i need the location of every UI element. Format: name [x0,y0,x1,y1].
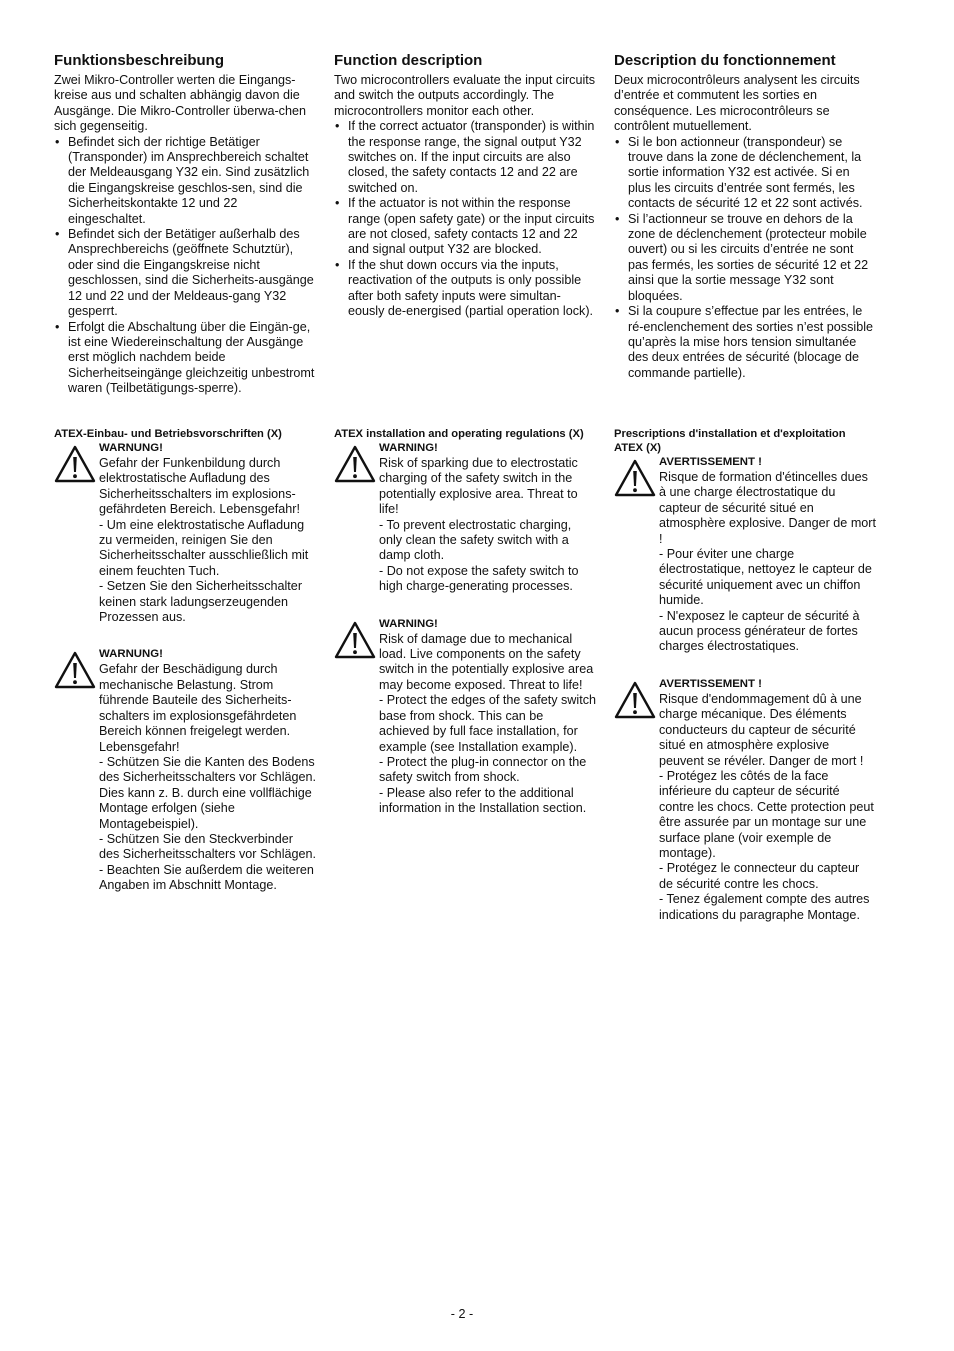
warning-1-de [54,441,316,625]
warning-triangle-icon [54,651,96,689]
warning-item: - Do not expose the safety switch to high charge-generating processes. [379,563,579,594]
warning-title: AVERTISSEMENT ! [659,677,762,690]
warning-title: WARNING! [379,617,438,630]
column-english [334,52,596,320]
warning-item: - Protect the plug-in connector on the safety switch from shock. [379,754,587,785]
bullet-list-de [54,135,316,397]
warning-item: - Schützen Sie den Steckverbinder des Sicherheitsschalters vor Schlägen. [99,831,317,862]
warning-title: AVERTISSEMENT ! [659,456,762,468]
atex-block-de [54,427,316,894]
warning-item: - Protégez les côtés de la face inférieure du capteur de sécurité contre les chocs. Cette protection peut être assurée par un montage sur une surface plane (voir exemple de montage). [659,768,874,860]
atex-title-en: ATEX installation and operating regulations (X) [334,428,584,440]
list-item: • If the actuator is not within the response range (open safety gate) or the input circuits are not closed, safety contacts 12 and 22 and signal output Y32 are blocked. [334,196,596,258]
warning-1-en [334,441,596,595]
warning-item: - Protect the edges of the safety switch base from shock. This can be achieved by full face installation, for example (see Installation example). [379,693,597,754]
warning-item: - Beachten Sie außerdem die weiteren Angaben im Abschnitt Montage. [99,862,314,893]
list-item: • Si la coupure s’effectue par les entrées, le ré-enclenchement des sorties n’est possible qu’après la mise hors tension simultanée des deux entrées de sécurité (blocage de commande partielle). [614,304,876,381]
list-item: • Erfolgt die Abschaltung über die Eingän-ge, ist eine Wiedereinschaltung der Ausgänge erst möglich nachdem beide Sicherheitseingänge gleichzeitig unbestromt waren (Teilbetätigungs-sperre). [54,320,316,397]
bullet-list-en [334,119,596,319]
atex-block-fr [614,427,876,923]
warning-item: - Pour éviter une charge électrostatique, nettoyez le capteur de sécurité uniquement avec un chiffon humide. [659,547,872,608]
warning-1-fr [614,455,876,655]
page-number: - 2 - [450,1307,474,1321]
warning-item: - Setzen Sie den Sicherheitsschalter keinen stark ladungserzeugenden Prozessen aus. [99,579,303,625]
warning-item: - Protégez le connecteur du capteur de sécurité contre les chocs. [659,861,860,891]
bullet-list-fr [614,135,876,382]
warning-triangle-icon [334,621,376,659]
warning-item: - Schützen Sie die Kanten des Bodens des Sicherheitsschalters vor Schlägen. Dies kann z. B. durch eine vollflächige Montage erfolgen (siehe Montagebeispiel). [99,754,317,831]
warning-triangle-icon [54,445,96,483]
warning-item: - Please also refer to the additional information in the Installation section. [379,785,587,816]
column-german [54,52,316,397]
atex-block-en [334,427,596,817]
warning-text: Gefahr der Beschädigung durch mechanische Belastung. Strom führende Bauteile des Sicherheits-schalters im explosionsgefährdeten Bereich können freigelegt werden. Lebensgefahr! [99,662,297,754]
warning-2-en [334,617,596,817]
warning-title: WARNUNG! [99,648,163,661]
warning-text: Gefahr der Funkenbildung durch elektrostatische Aufladung des Sicherheitsschalters im explosions-gefährdeten Bereich. Lebensgefahr! [99,456,300,517]
warning-title: WARNING! [379,442,438,454]
warning-text: Risk of damage due to mechanical load. Live components on the safety switch in the potentially explosive area may become exposed. Threat to life! [379,631,594,692]
warning-item: - Um eine elektrostatische Aufladung zu vermeiden, reinigen Sie den Sicherheitsschalter ausschließlich mit einem feuchten Tuch. [99,517,309,578]
section-title-en: Function description [334,52,483,69]
warning-text: Risque de formation d'étincelles dues à une charge électrostatique du capteur de sécurité situé en atmosphère explosive. Danger de mort ! [659,470,877,546]
warning-item: - To prevent electrostatic charging, only clean the safety switch with a damp cloth. [379,517,572,563]
column-french [614,52,876,381]
list-item: • If the shut down occurs via the inputs, reactivation of the outputs is only possible after both safety inputs were simultan-eously de-energised (partial operation lock). [334,258,596,320]
intro-de: Zwei Mikro-Controller werten die Eingangs-kreise aus und schalten abhängig davon die Ausgänge. Die Mikro-Controller überwa-chen sich gegenseitig. [54,73,306,134]
list-item: • Si l’actionneur se trouve en dehors de la zone de déclenchement (protecteur mobile ouvert) ou si les circuits d’entrée ne sont pas fermés, les sorties de sécurité 12 et 22 ainsi que la sortie message Y32 sont bloquées. [614,212,876,304]
list-item: • Si le bon actionneur (transpondeur) se trouve dans la zone de déclenchement, la sortie information Y32 est activée. Si en plus les circuits d’entrée sont fermés, les contacts de sécurité 12 et 22 sont activés. [614,135,876,212]
warning-item: - N'exposez le capteur de sécurité à aucun process générateur de fortes charges électrostatiques. [659,608,860,654]
warning-item: - Tenez également compte des autres indications du paragraphe Montage. [659,892,870,922]
intro-en: Two microcontrollers evaluate the input circuits and switch the outputs accordingly. The microcontrollers monitor each other. [334,73,596,118]
list-item: • If the correct actuator (transponder) is within the response range, the signal output Y32 switches on. If the input circuits are also closed, the safety contacts 12 and 22 are switched on. [334,119,596,196]
warning-triangle-icon [614,681,656,719]
warning-triangle-icon [614,459,656,497]
warning-2-fr [614,677,876,923]
warning-title: WARNUNG! [99,442,163,454]
section-title-de: Funktionsbeschreibung [54,52,225,69]
list-item: • Befindet sich der richtige Betätiger (Transponder) im Ansprechbereich schaltet der Meldeausgang Y32 ein. Sind zusätzlich die Eingangskreise geschlos-sen, sind die Sicherheitskontakte 12 und 22 eingeschaltet. [54,135,316,227]
list-item: • Befindet sich der Betätiger außerhalb des Ansprechbereichs (geöffnete Schutztür), oder sind die Eingangskreise nicht geschlossen, sind die Sicherheits-ausgänge 12 und 22 und der Meldeaus-gang Y32 gesperrt. [54,227,316,319]
warning-2-de [54,647,316,893]
warning-text: Risque d'endommagement dû à une charge mécanique. Des éléments conducteurs du capteur de sécurité situé en atmosphère explosive peuvent se révéler. Danger de mort ! [659,691,864,768]
atex-title-fr: Prescriptions d'installation et d'exploitation ATEX (X) [614,428,846,454]
warning-triangle-icon [334,445,376,483]
atex-title-de: ATEX-Einbau- und Betriebsvorschriften (X) [54,428,282,440]
intro-fr: Deux microcontrôleurs analysent les circuits d’entrée et commutent les sorties en conséquence. Les microcontrôleurs se contrôlent mutuellement. [614,73,860,134]
section-title-fr: Description du fonctionnement [614,52,836,69]
warning-text: Risk of sparking due to electrostatic charging of the safety switch in the potentially explosive area. Threat to life! [379,456,578,517]
